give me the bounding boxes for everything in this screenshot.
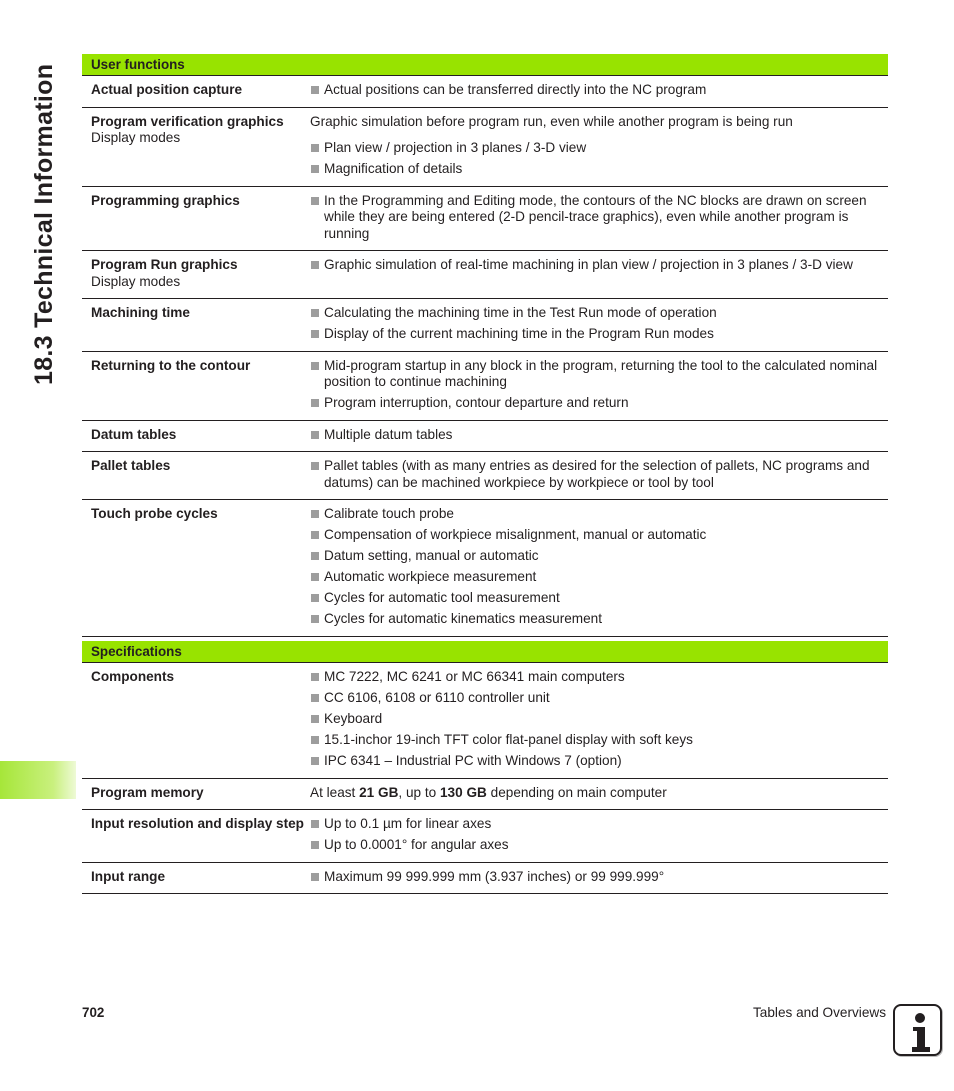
feature-cell xyxy=(82,305,310,343)
emphasis-value: 21 GB xyxy=(359,784,399,800)
bullet-item: Compensation of workpiece misalignment, manual or automatic xyxy=(310,527,880,544)
table-row xyxy=(82,779,888,811)
feature-name: Program Run graphics xyxy=(91,257,238,272)
description-cell xyxy=(310,193,888,243)
feature-cell xyxy=(82,358,310,412)
table-body xyxy=(82,663,888,894)
feature-name: Programming graphics xyxy=(91,192,240,208)
description-cell xyxy=(310,82,888,99)
bullet-item: CC 6106, 6108 or 6110 controller unit xyxy=(310,690,880,707)
bullet-item: Plan view / projection in 3 planes / 3-D view xyxy=(310,140,880,157)
table-row xyxy=(82,663,888,779)
chapter-tab-marker xyxy=(0,761,76,799)
bullet-item: Cycles for automatic tool measurement xyxy=(310,590,880,607)
table-row xyxy=(82,352,888,421)
feature-name: Pallet tables xyxy=(91,458,171,473)
feature-name: Input range xyxy=(91,868,166,884)
feature-name: Program verification graphics xyxy=(91,113,284,129)
bullet-item: Program interruption, contour departure and return xyxy=(310,395,880,412)
info-icon[interactable] xyxy=(893,1004,942,1056)
feature-name: Components xyxy=(91,669,175,684)
feature-cell xyxy=(82,193,310,243)
feature-cell xyxy=(82,257,310,290)
specifications-table xyxy=(82,641,888,894)
feature-name: Actual position capture xyxy=(91,82,243,97)
table-body xyxy=(82,76,888,637)
description-text xyxy=(310,785,880,802)
bullet-item: Pallet tables (with as many entries as desired for the selection of pallets, NC programs and datums) can be machined workpiece by workpiece or tool by tool xyxy=(310,458,880,491)
bullet-item: Calibrate touch probe xyxy=(310,506,880,523)
description-cell xyxy=(310,669,888,770)
description-cell xyxy=(310,358,888,412)
bullet-item: IPC 6341 – Industrial PC with Windows 7 (option) xyxy=(310,753,880,770)
description-text: Graphic simulation before program run, even while another program is being run xyxy=(310,113,793,129)
description-cell xyxy=(310,506,888,628)
table-row xyxy=(82,500,888,637)
bullet-item: Actual positions can be transferred directly into the NC program xyxy=(310,82,880,99)
feature-cell xyxy=(82,869,310,886)
section-header: Specifications xyxy=(82,641,888,663)
bullet-item: Keyboard xyxy=(310,711,880,728)
text-fragment: At least xyxy=(310,784,360,800)
bullet-item: Datum setting, manual or automatic xyxy=(310,548,880,565)
bullet-item: Up to 0.0001° for angular axes xyxy=(310,837,880,854)
feature-name: Program memory xyxy=(91,784,204,800)
feature-cell xyxy=(82,114,310,178)
table-row xyxy=(82,108,888,187)
table-row xyxy=(82,187,888,252)
description-cell xyxy=(310,257,888,290)
feature-cell xyxy=(82,458,310,491)
bullet-item: Cycles for automatic kinematics measurement xyxy=(310,611,880,628)
feature-cell xyxy=(82,816,310,854)
text-fragment: , up to xyxy=(398,784,440,800)
feature-name: Input resolution and display step xyxy=(91,816,304,831)
bullet-item: Display of the current machining time in the Program Run modes xyxy=(310,326,880,343)
bullet-item: Magnification of details xyxy=(310,161,880,178)
bullet-item: Multiple datum tables xyxy=(310,427,880,444)
bullet-item: Up to 0.1 µm for linear axes xyxy=(310,816,880,833)
feature-name: Returning to the contour xyxy=(91,357,251,373)
bullet-item: Calculating the machining time in the Test Run mode of operation xyxy=(310,305,880,322)
side-chapter-title-text: 18.3 Technical Information xyxy=(30,63,58,385)
bullet-item: In the Programming and Editing mode, the contours of the NC blocks are drawn on screen while they are being entered (2-D pencil-trace graphics), even while another program is running xyxy=(310,193,880,243)
table-row xyxy=(82,251,888,299)
feature-name: Touch probe cycles xyxy=(91,506,218,521)
feature-name: Datum tables xyxy=(91,426,177,442)
description-cell xyxy=(310,869,888,886)
text-fragment: depending on main computer xyxy=(486,784,667,800)
side-chapter-title xyxy=(24,55,64,385)
table-row xyxy=(82,421,888,453)
description-cell xyxy=(310,114,888,178)
bullet-item: Maximum 99 999.999 mm (3.937 inches) or 99 999.999° xyxy=(310,869,880,886)
feature-cell xyxy=(82,506,310,628)
feature-cell xyxy=(82,427,310,444)
description-cell xyxy=(310,816,888,854)
table-row xyxy=(82,863,888,895)
bullet-item: Automatic workpiece measurement xyxy=(310,569,880,586)
feature-subtitle: Display modes xyxy=(91,130,181,145)
feature-cell xyxy=(82,82,310,99)
feature-subtitle: Display modes xyxy=(91,273,181,289)
table-row xyxy=(82,810,888,863)
feature-cell xyxy=(82,669,310,770)
bullet-item: Mid-program startup in any block in the program, returning the tool to the calculated nominal position to continue machining xyxy=(310,358,880,391)
feature-cell xyxy=(82,785,310,802)
description-cell xyxy=(310,785,888,802)
section-header: User functions xyxy=(82,54,888,76)
bullet-item: Graphic simulation of real-time machining in plan view / projection in 3 planes / 3-D view xyxy=(310,257,880,274)
chapter-name: Tables and Overviews xyxy=(753,1005,886,1020)
description-cell xyxy=(310,305,888,343)
bullet-item: 15.1-inchor 19-inch TFT color flat-panel display with soft keys xyxy=(310,732,880,749)
description-cell xyxy=(310,427,888,444)
feature-name: Machining time xyxy=(91,305,190,320)
user-functions-table xyxy=(82,54,888,637)
emphasis-value: 130 GB xyxy=(440,784,487,800)
table-row xyxy=(82,76,888,108)
table-row xyxy=(82,299,888,352)
description-cell xyxy=(310,458,888,491)
table-row xyxy=(82,452,888,500)
page-number: 702 xyxy=(82,1005,105,1020)
bullet-item: MC 7222, MC 6241 or MC 66341 main computers xyxy=(310,669,880,686)
